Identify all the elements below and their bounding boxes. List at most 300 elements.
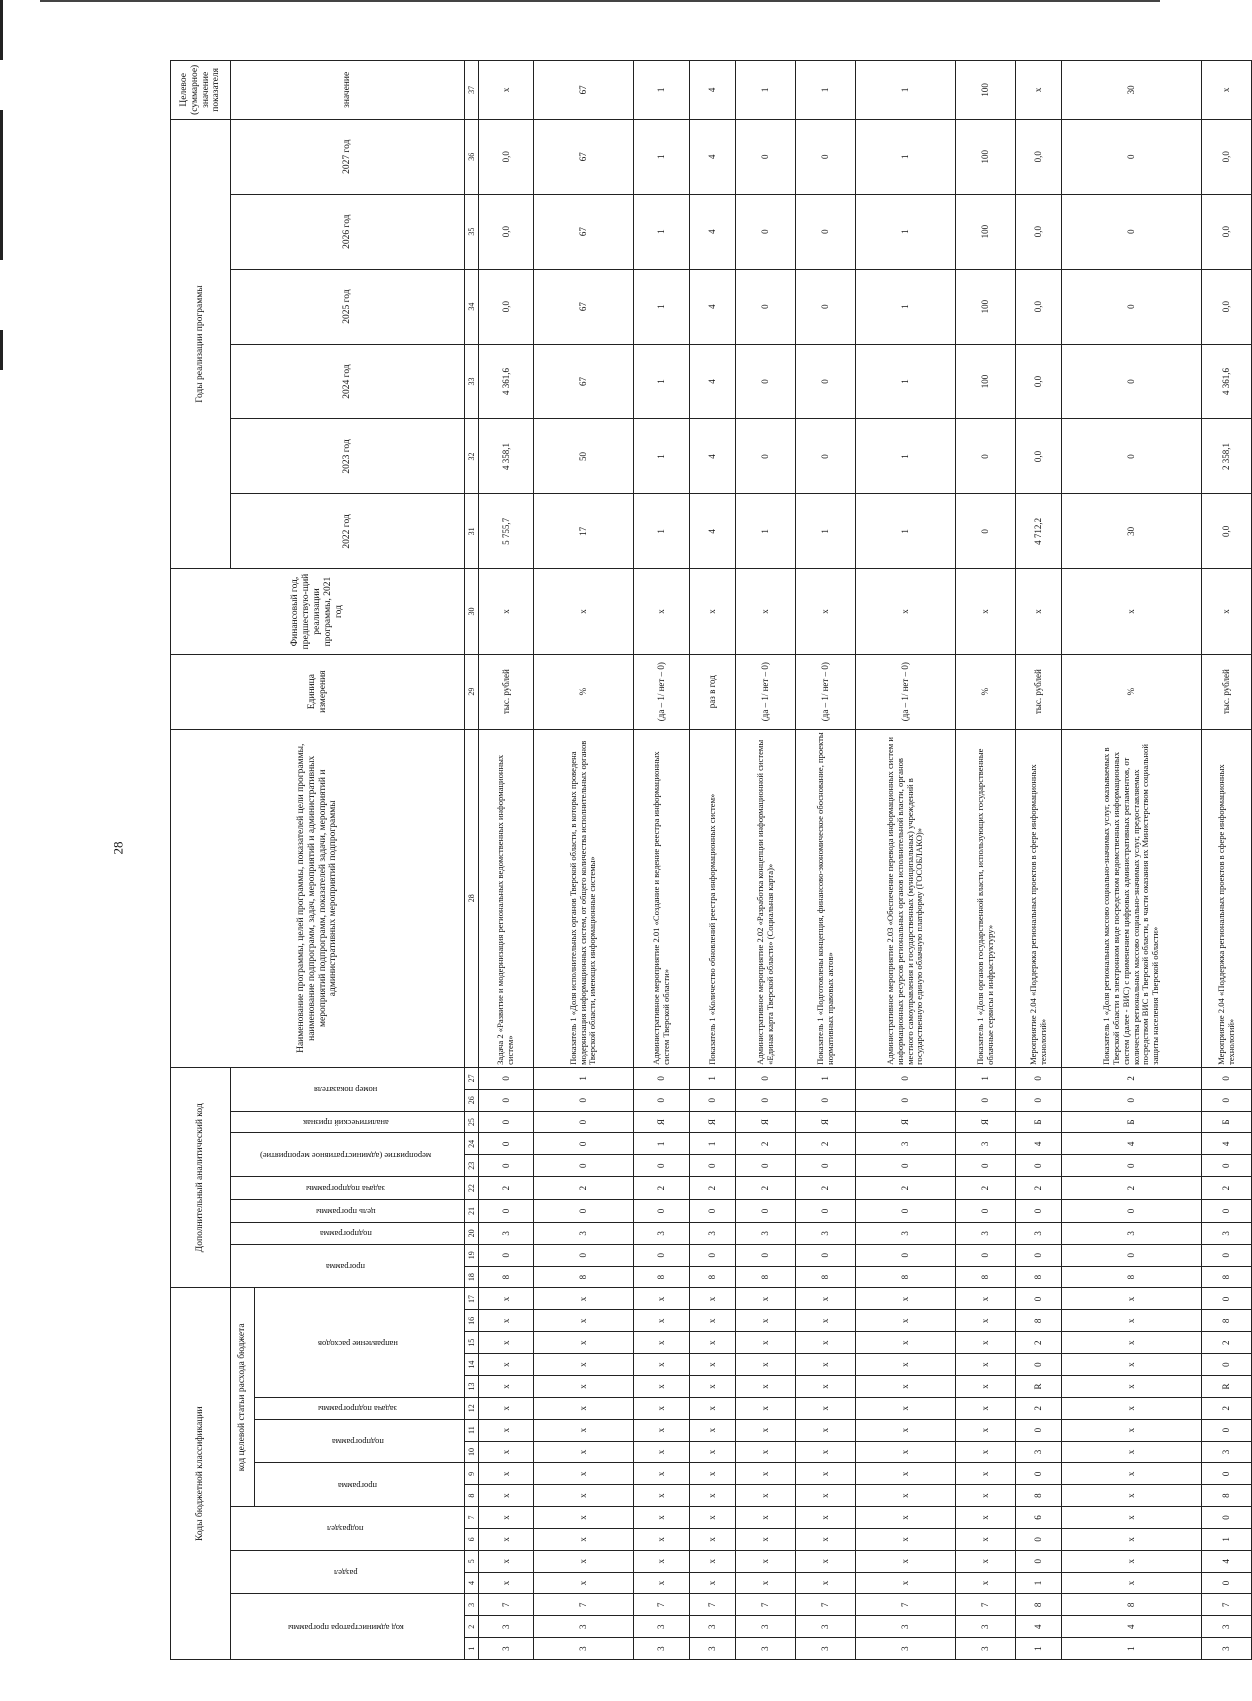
code-cell: x — [856, 1332, 956, 1354]
code-cell: 1 — [796, 1067, 856, 1089]
add-subprogram-task-header: задача подпрограммы — [231, 1177, 465, 1200]
code-cell: 0 — [1016, 1550, 1062, 1572]
code-cell: x — [534, 1550, 634, 1572]
code-cell: x — [856, 1485, 956, 1507]
code-cell: x — [956, 1441, 1016, 1463]
code-cell: 7 — [1202, 1594, 1252, 1616]
code-cell: x — [796, 1332, 856, 1354]
code-cell: x — [856, 1441, 956, 1463]
code-cell: 4 — [1016, 1133, 1062, 1155]
year-value-cell: 1 — [634, 194, 690, 269]
target-value-cell: 4 — [690, 61, 736, 120]
unit-cell: тыс. рублей — [1016, 654, 1062, 729]
code-cell: 3 — [736, 1616, 796, 1638]
code-cell: 0 — [1202, 1089, 1252, 1111]
budget-program-table — [170, 60, 1252, 1660]
code-cell: x — [534, 1332, 634, 1354]
col-num: 15 — [465, 1332, 479, 1354]
code-cell: 7 — [736, 1594, 796, 1616]
col-num: 10 — [465, 1441, 479, 1463]
code-cell: 8 — [479, 1266, 534, 1288]
code-cell: x — [479, 1485, 534, 1507]
code-cell: 2 — [690, 1177, 736, 1200]
col-num: 17 — [465, 1288, 479, 1310]
code-cell: x — [479, 1550, 534, 1572]
unit-cell: тыс. рублей — [479, 654, 534, 729]
code-cell: x — [634, 1354, 690, 1376]
code-cell: 0 — [736, 1200, 796, 1223]
code-cell: x — [956, 1485, 1016, 1507]
code-cell: x — [534, 1397, 634, 1419]
code-cell: x — [956, 1288, 1016, 1310]
code-cell: x — [634, 1310, 690, 1332]
code-cell: x — [856, 1507, 956, 1529]
add-subprogram-header: подпрограмма — [231, 1222, 465, 1244]
year-value-cell: 67 — [534, 269, 634, 344]
col-num: 30 — [465, 569, 479, 654]
code-cell: x — [956, 1528, 1016, 1550]
code-cell: x — [690, 1419, 736, 1441]
year-value-cell: 1 — [796, 494, 856, 569]
code-cell: 3 — [1062, 1222, 1202, 1244]
code-cell: x — [534, 1376, 634, 1398]
year-2027-header: 2027 год — [231, 119, 465, 194]
code-cell: x — [736, 1463, 796, 1485]
year-value-cell: 0,0 — [1016, 194, 1062, 269]
code-cell: 4 — [1016, 1616, 1062, 1638]
name-cell: Показатель 1 «Доля органов государственной власти, использующих государственные облачные сервисы и инфраструктуру» — [956, 729, 1016, 1067]
fin-year-cell: x — [690, 569, 736, 654]
target-value-cell: x — [479, 61, 534, 120]
code-cell: 3 — [956, 1616, 1016, 1638]
year-value-cell: 0,0 — [1016, 419, 1062, 494]
code-cell: 0 — [856, 1089, 956, 1111]
code-cell: x — [1062, 1310, 1202, 1332]
subprogram-task-header: задача подпрограммы — [255, 1397, 465, 1419]
code-cell: 0 — [634, 1200, 690, 1223]
code-cell: x — [796, 1376, 856, 1398]
col-num: 12 — [465, 1397, 479, 1419]
year-value-cell: 0 — [736, 269, 796, 344]
code-cell: 8 — [1016, 1310, 1062, 1332]
code-cell: 8 — [634, 1266, 690, 1288]
col-num: 27 — [465, 1067, 479, 1089]
code-cell: x — [736, 1288, 796, 1310]
code-cell: 7 — [690, 1594, 736, 1616]
code-cell: 1 — [1062, 1638, 1202, 1660]
code-cell: 0 — [479, 1244, 534, 1266]
code-cell: 3 — [796, 1616, 856, 1638]
code-cell: Я — [956, 1111, 1016, 1133]
code-cell: x — [690, 1332, 736, 1354]
col-num: 35 — [465, 194, 479, 269]
code-cell: 4 — [1062, 1133, 1202, 1155]
code-cell: x — [736, 1397, 796, 1419]
target-article-header: код целевой статьи расхода бюджета — [231, 1288, 255, 1507]
code-cell: x — [796, 1441, 856, 1463]
code-cell: x — [479, 1507, 534, 1529]
code-cell: x — [796, 1485, 856, 1507]
add-program-header: программа — [231, 1244, 465, 1288]
code-cell: x — [634, 1441, 690, 1463]
code-cell: 0 — [1202, 1463, 1252, 1485]
year-value-cell: 0 — [1062, 194, 1202, 269]
code-cell: 0 — [479, 1067, 534, 1089]
col-num: 1 — [465, 1638, 479, 1660]
code-cell: 8 — [1202, 1266, 1252, 1288]
code-cell: x — [634, 1485, 690, 1507]
year-value-cell: 4 358,1 — [479, 419, 534, 494]
code-cell: x — [534, 1288, 634, 1310]
code-cell: x — [856, 1528, 956, 1550]
col-num: 31 — [465, 494, 479, 569]
code-cell: 3 — [479, 1616, 534, 1638]
unit-cell: (да – 1/ нет – 0) — [634, 654, 690, 729]
col-num: 26 — [465, 1089, 479, 1111]
code-cell: x — [634, 1550, 690, 1572]
code-cell: x — [796, 1419, 856, 1441]
year-2025-header: 2025 год — [231, 269, 465, 344]
column-numbers-row — [465, 61, 479, 1660]
code-cell: x — [856, 1463, 956, 1485]
code-cell: 3 — [736, 1638, 796, 1660]
code-cell: 1 — [534, 1067, 634, 1089]
code-cell: x — [796, 1507, 856, 1529]
table-row — [856, 61, 956, 1660]
year-2026-header: 2026 год — [231, 194, 465, 269]
table-row — [479, 61, 534, 1660]
code-cell: x — [534, 1441, 634, 1463]
code-cell: 3 — [956, 1638, 1016, 1660]
code-cell: 0 — [479, 1089, 534, 1111]
year-value-cell: 2 358,1 — [1202, 419, 1252, 494]
code-cell: 0 — [1062, 1244, 1202, 1266]
code-cell: x — [736, 1485, 796, 1507]
code-cell: 0 — [479, 1155, 534, 1177]
name-cell: Задача 2 «Развитие и модернизация региональных ведомственных информационных систем» — [479, 729, 534, 1067]
target-value-group-header: Целевое (суммарное) значение показателя — [171, 61, 231, 120]
code-cell: x — [1062, 1419, 1202, 1441]
year-value-cell: 1 — [634, 419, 690, 494]
col-num: 11 — [465, 1419, 479, 1441]
code-cell: 6 — [1016, 1507, 1062, 1529]
code-cell: 7 — [856, 1594, 956, 1616]
name-cell: Показатель 1 «Доля исполнительных органов Тверской области, в которых проведена модернизация информационных систем, от общего количества исполнительных органов Тверской области, имеющих информационные системы» — [534, 729, 634, 1067]
table-row — [690, 61, 736, 1660]
code-cell: 0 — [479, 1111, 534, 1133]
code-cell: R — [1016, 1376, 1062, 1398]
unit-cell: (да – 1/ нет – 0) — [796, 654, 856, 729]
subsection-header: подраздел — [231, 1507, 465, 1551]
code-cell: 2 — [1016, 1397, 1062, 1419]
year-value-cell: 1 — [634, 344, 690, 419]
code-cell: x — [534, 1310, 634, 1332]
col-num: 28 — [465, 729, 479, 1067]
code-cell: 4 — [1202, 1133, 1252, 1155]
code-cell: x — [634, 1419, 690, 1441]
code-cell: 0 — [690, 1155, 736, 1177]
code-cell: 0 — [736, 1155, 796, 1177]
year-value-cell: 0 — [796, 119, 856, 194]
code-cell: x — [1062, 1528, 1202, 1550]
code-cell: 2 — [1202, 1177, 1252, 1200]
code-cell: 0 — [1202, 1067, 1252, 1089]
code-cell: 7 — [534, 1594, 634, 1616]
year-value-cell: 0 — [796, 419, 856, 494]
code-cell: Я — [690, 1111, 736, 1133]
code-cell: 3 — [634, 1638, 690, 1660]
code-cell: 2 — [634, 1177, 690, 1200]
code-cell: 0 — [1016, 1463, 1062, 1485]
code-cell: 7 — [479, 1594, 534, 1616]
target-value-cell: 1 — [736, 61, 796, 120]
code-cell: Б — [1202, 1111, 1252, 1133]
year-value-cell: 0,0 — [1202, 119, 1252, 194]
name-cell: Административное мероприятие 2.03 «Обеспечение перевода информационных систем и информационных ресурсов региональных органов исполнительной власти, органов местного самоуправления и государственных (муниципальных) учреждений в государственную единую облачную платформу (ГОСОБЛАКО)» — [856, 729, 956, 1067]
year-value-cell: 0 — [1062, 419, 1202, 494]
code-cell: 3 — [1202, 1638, 1252, 1660]
code-cell: x — [736, 1354, 796, 1376]
code-cell: 0 — [1202, 1419, 1252, 1441]
code-cell: 8 — [1062, 1266, 1202, 1288]
unit-header: Единица измерения — [171, 654, 465, 729]
unit-cell: (да – 1/ нет – 0) — [736, 654, 796, 729]
year-value-cell: 67 — [534, 119, 634, 194]
year-value-cell: 100 — [956, 344, 1016, 419]
code-cell: x — [856, 1354, 956, 1376]
unit-cell: % — [1062, 654, 1202, 729]
code-cell: 3 — [534, 1222, 634, 1244]
col-num: 9 — [465, 1463, 479, 1485]
table-row — [634, 61, 690, 1660]
code-cell: x — [690, 1397, 736, 1419]
code-cell: x — [479, 1310, 534, 1332]
code-cell: 2 — [856, 1177, 956, 1200]
code-cell: 2 — [796, 1177, 856, 1200]
code-cell: x — [479, 1376, 534, 1398]
year-value-cell: 0 — [736, 119, 796, 194]
code-cell: 3 — [796, 1222, 856, 1244]
fin-year-cell: x — [1202, 569, 1252, 654]
target-value-cell: 1 — [634, 61, 690, 120]
year-value-cell: 67 — [534, 344, 634, 419]
year-value-cell: 0 — [796, 269, 856, 344]
code-cell: 3 — [479, 1638, 534, 1660]
code-cell: x — [1062, 1550, 1202, 1572]
unit-cell: % — [534, 654, 634, 729]
code-cell: x — [736, 1572, 796, 1594]
code-cell: x — [856, 1572, 956, 1594]
col-num: 25 — [465, 1111, 479, 1133]
code-cell: x — [956, 1463, 1016, 1485]
code-cell: 0 — [634, 1244, 690, 1266]
activity-header: мероприятие (административное мероприятие) — [231, 1133, 465, 1177]
code-cell: 3 — [1016, 1222, 1062, 1244]
value-header: значение — [231, 61, 465, 120]
unit-cell: % — [956, 654, 1016, 729]
code-cell: 3 — [856, 1616, 956, 1638]
code-cell: 0 — [534, 1244, 634, 1266]
code-cell: 2 — [1016, 1177, 1062, 1200]
code-cell: 7 — [634, 1594, 690, 1616]
code-cell: x — [796, 1288, 856, 1310]
code-cell: x — [796, 1550, 856, 1572]
code-cell: 8 — [690, 1266, 736, 1288]
target-value-cell: 100 — [956, 61, 1016, 120]
code-cell: x — [534, 1507, 634, 1529]
code-cell: 0 — [1202, 1155, 1252, 1177]
code-cell: 0 — [796, 1089, 856, 1111]
col-num: 4 — [465, 1572, 479, 1594]
code-cell: 3 — [1202, 1222, 1252, 1244]
code-cell: x — [1062, 1332, 1202, 1354]
program-goal-header: цель программы — [231, 1200, 465, 1223]
col-num: 8 — [465, 1485, 479, 1507]
code-cell: 3 — [534, 1616, 634, 1638]
code-cell: x — [1062, 1463, 1202, 1485]
col-num: 22 — [465, 1177, 479, 1200]
code-cell: 3 — [690, 1616, 736, 1638]
code-cell: 0 — [534, 1200, 634, 1223]
code-cell: 0 — [1016, 1067, 1062, 1089]
year-value-cell: 0 — [736, 344, 796, 419]
col-num: 20 — [465, 1222, 479, 1244]
code-cell: 0 — [856, 1200, 956, 1223]
year-value-cell: 67 — [534, 194, 634, 269]
table-body — [479, 61, 1252, 1660]
code-cell: x — [634, 1288, 690, 1310]
code-cell: 0 — [796, 1155, 856, 1177]
code-cell: 1 — [690, 1067, 736, 1089]
col-num: 5 — [465, 1550, 479, 1572]
code-cell: x — [690, 1376, 736, 1398]
code-cell: x — [1062, 1507, 1202, 1529]
code-cell: x — [690, 1288, 736, 1310]
code-cell: 0 — [690, 1244, 736, 1266]
col-num: 37 — [465, 61, 479, 120]
code-cell: 8 — [856, 1266, 956, 1288]
fin-year-cell: x — [634, 569, 690, 654]
code-cell: 1 — [956, 1067, 1016, 1089]
code-cell: Я — [736, 1111, 796, 1133]
code-cell: 8 — [1016, 1266, 1062, 1288]
table-row — [736, 61, 796, 1660]
header-row-1 — [171, 61, 231, 1660]
code-cell: 3 — [856, 1222, 956, 1244]
code-cell: 2 — [736, 1133, 796, 1155]
code-cell: x — [690, 1572, 736, 1594]
code-cell: 0 — [1016, 1155, 1062, 1177]
code-cell: 0 — [1016, 1244, 1062, 1266]
code-cell: 3 — [690, 1638, 736, 1660]
code-cell: 7 — [796, 1594, 856, 1616]
expense-direction-header: направление расходов — [255, 1288, 465, 1397]
code-cell: x — [856, 1376, 956, 1398]
col-num: 6 — [465, 1528, 479, 1550]
code-cell: x — [479, 1528, 534, 1550]
additional-code-header: Дополнительный аналитический код — [171, 1067, 231, 1288]
year-value-cell: 1 — [634, 269, 690, 344]
year-value-cell: 0 — [1062, 119, 1202, 194]
year-value-cell: 4 361,6 — [1202, 344, 1252, 419]
code-cell: 3 — [796, 1638, 856, 1660]
code-cell: x — [1062, 1354, 1202, 1376]
code-cell: x — [956, 1332, 1016, 1354]
program-header: программа — [255, 1463, 465, 1507]
code-cell: 0 — [796, 1200, 856, 1223]
code-cell: x — [690, 1507, 736, 1529]
name-cell: Административное мероприятие 2.01 «Создание и ведение реестра информационных систем Тверской области» — [634, 729, 690, 1067]
year-value-cell: 0,0 — [1016, 119, 1062, 194]
year-value-cell: 1 — [856, 269, 956, 344]
code-cell: 8 — [796, 1266, 856, 1288]
col-num: 29 — [465, 654, 479, 729]
fin-year-cell: x — [736, 569, 796, 654]
code-cell: 2 — [1062, 1067, 1202, 1089]
code-cell: 7 — [956, 1594, 1016, 1616]
col-num: 21 — [465, 1200, 479, 1223]
col-num: 34 — [465, 269, 479, 344]
code-cell: 0 — [690, 1200, 736, 1223]
code-cell: 3 — [1202, 1616, 1252, 1638]
table-row — [1062, 61, 1202, 1660]
code-cell: 0 — [1016, 1089, 1062, 1111]
year-value-cell: 1 — [634, 494, 690, 569]
fin-year-cell: x — [796, 569, 856, 654]
unit-cell: (да – 1/ нет – 0) — [856, 654, 956, 729]
code-cell: 0 — [1202, 1354, 1252, 1376]
code-cell: 0 — [1016, 1419, 1062, 1441]
code-cell: x — [634, 1463, 690, 1485]
year-value-cell: 50 — [534, 419, 634, 494]
code-cell: 2 — [479, 1177, 534, 1200]
code-cell: x — [634, 1528, 690, 1550]
fin-year-cell: x — [1062, 569, 1202, 654]
code-cell: Б — [1016, 1111, 1062, 1133]
fin-year-cell: x — [534, 569, 634, 654]
code-cell: x — [796, 1463, 856, 1485]
code-cell: x — [634, 1572, 690, 1594]
code-cell: x — [796, 1354, 856, 1376]
year-2023-header: 2023 год — [231, 419, 465, 494]
code-cell: x — [956, 1376, 1016, 1398]
year-value-cell: 0 — [796, 344, 856, 419]
code-cell: x — [479, 1419, 534, 1441]
code-cell: 0 — [1202, 1507, 1252, 1529]
name-cell: Показатель 1 «Количество обновлений реестра информационных систем» — [690, 729, 736, 1067]
col-num: 24 — [465, 1133, 479, 1155]
code-cell: x — [534, 1485, 634, 1507]
fin-year-cell: x — [1016, 569, 1062, 654]
code-cell: 3 — [534, 1638, 634, 1660]
code-cell: 8 — [1016, 1594, 1062, 1616]
code-cell: 0 — [1016, 1528, 1062, 1550]
year-2022-header: 2022 год — [231, 494, 465, 569]
col-num: 36 — [465, 119, 479, 194]
code-cell: 0 — [1202, 1572, 1252, 1594]
code-cell: x — [479, 1288, 534, 1310]
target-value-cell: x — [1016, 61, 1062, 120]
code-cell: x — [736, 1441, 796, 1463]
name-cell: Мероприятие 2.04 «Поддержка региональных проектов в сфере информационных технологий» — [1016, 729, 1062, 1067]
year-2024-header: 2024 год — [231, 344, 465, 419]
year-value-cell: 0 — [956, 419, 1016, 494]
year-value-cell: 0,0 — [479, 269, 534, 344]
code-cell: 0 — [1016, 1200, 1062, 1223]
code-cell: x — [736, 1419, 796, 1441]
table-row — [1016, 61, 1062, 1660]
code-cell: 3 — [690, 1222, 736, 1244]
